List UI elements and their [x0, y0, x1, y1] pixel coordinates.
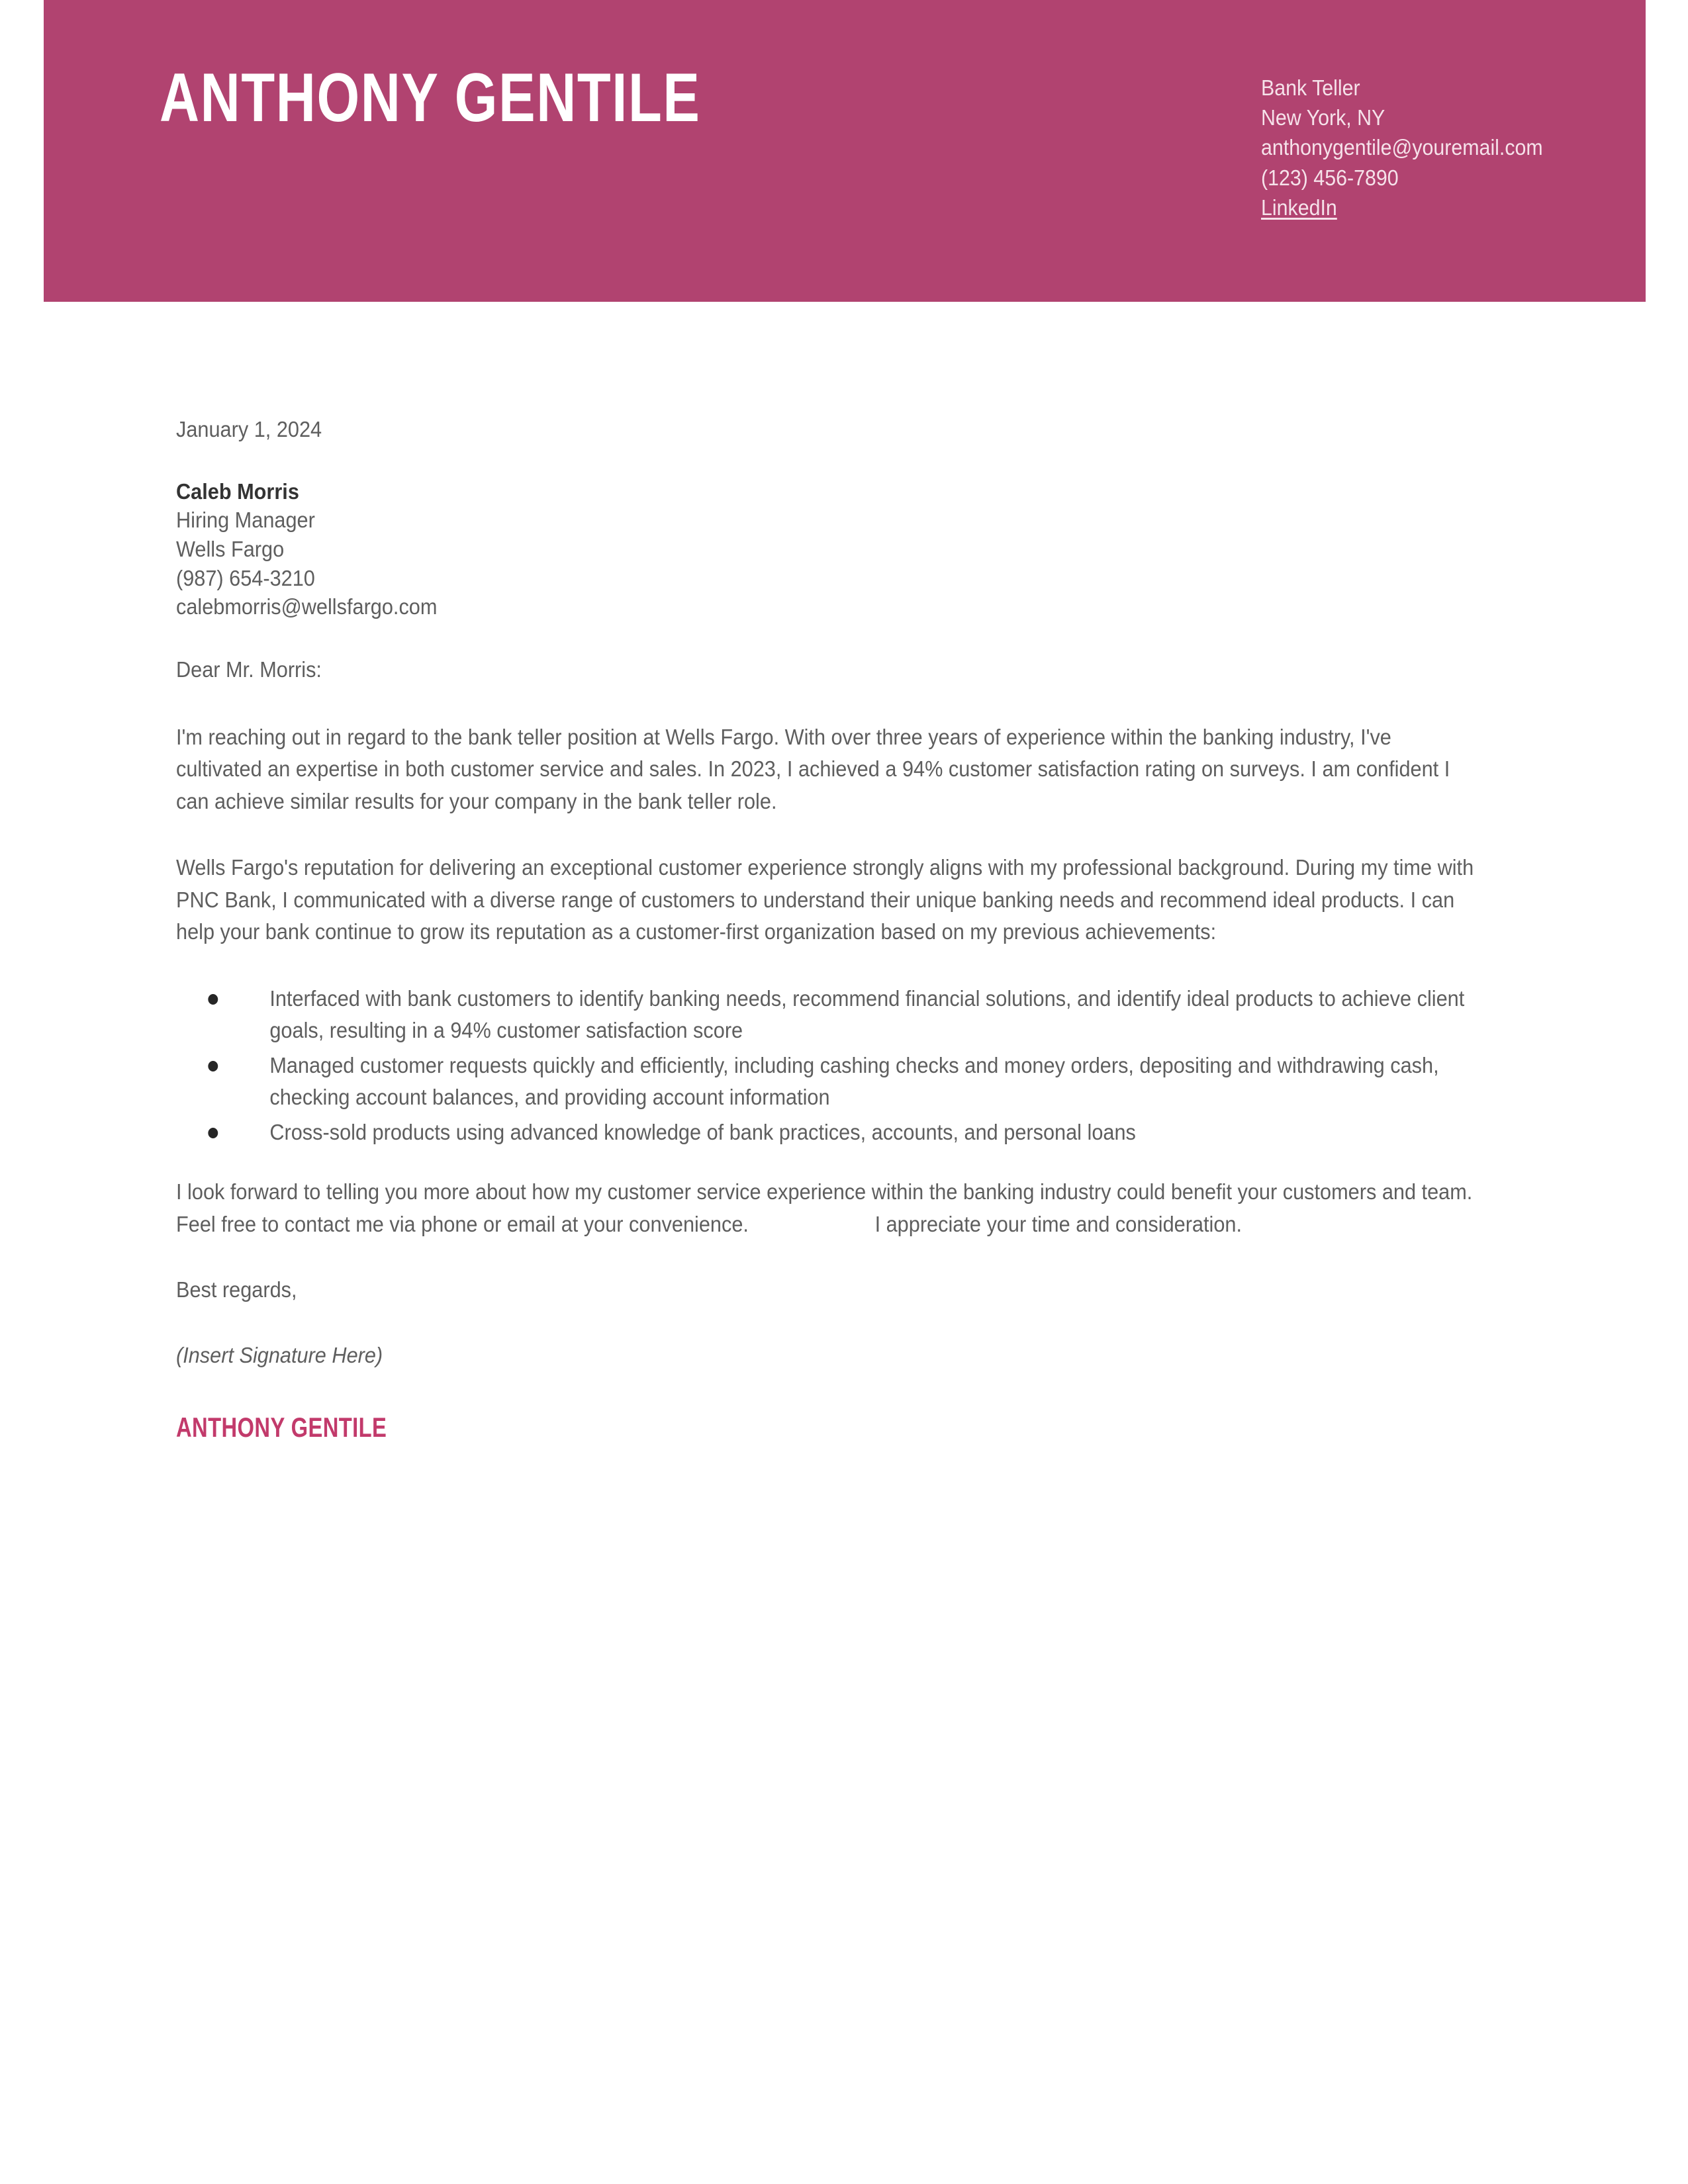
- list-item-text: Managed customer requests quickly and efficiently, including cashing checks and money orders, depositing and withdrawing cash, checking account balances, and providing account information: [269, 1052, 1439, 1110]
- signoff: Best regards,: [176, 1277, 297, 1302]
- page-title: ANTHONY GENTILE: [160, 60, 701, 136]
- list-item: [176, 1116, 1481, 1149]
- letter-body: [176, 416, 1493, 1445]
- closing-text-secondary: I appreciate your time and consideration.: [874, 1211, 1243, 1236]
- contact-job-title: Bank Teller: [1261, 75, 1360, 100]
- list-item-text: Interfaced with bank customers to identify banking needs, recommend financial solutions, and identify ideal products to achieve client goals, resulting in a 94% customer satisfaction score: [269, 985, 1465, 1043]
- paragraph-body: Wells Fargo's reputation for delivering an exceptional customer experience strongly aligns with my professional background. During my time with PNC Bank, I communicated with a diverse range of customers to understand their unique banking needs and recommend ideal products. I can help your bank continue to grow its reputation as a customer-first organization based on my previous achievements:: [176, 855, 1474, 944]
- signature-name: ANTHONY GENTILE: [176, 1411, 387, 1443]
- contact-info-block: [1261, 73, 1543, 222]
- contact-email[interactable]: anthonygentile@youremail.com: [1261, 135, 1543, 160]
- salutation: Dear Mr. Morris:: [176, 657, 322, 682]
- paragraph-closing: [176, 1176, 1481, 1240]
- list-item: [176, 983, 1481, 1047]
- paragraph-intro: I'm reaching out in regard to the bank teller position at Wells Fargo. With over three years of experience within the banking industry, I've cultivated an expertise in both customer service and sales. In 2023, I achieved a 94% customer satisfaction rating on surveys. I am confident I can achieve similar results for your company in the bank teller role.: [176, 724, 1450, 813]
- recipient-name: Caleb Morris: [176, 478, 299, 504]
- closing-text-primary: I look forward to telling you more about how my customer service experience within the banking industry could benefit your customers and team. Feel free to contact me via phone or email at your convenience.: [176, 1179, 1473, 1236]
- bullet-icon: [208, 994, 218, 1005]
- bullet-icon: [208, 1128, 218, 1138]
- header-banner: [44, 0, 1646, 302]
- list-item: [176, 1050, 1481, 1114]
- recipient-company: Wells Fargo: [176, 536, 285, 561]
- achievements-list: [176, 983, 1481, 1149]
- recipient-email[interactable]: calebmorris@wellsfargo.com: [176, 594, 438, 619]
- header-content: [160, 0, 1568, 302]
- contact-location: New York, NY: [1261, 105, 1385, 130]
- recipient-phone: (987) 654-3210: [176, 565, 315, 590]
- recipient-title: Hiring Manager: [176, 508, 315, 533]
- recipient-block: [176, 477, 1401, 621]
- letter-date: January 1, 2024: [176, 417, 322, 441]
- linkedin-link[interactable]: LinkedIn: [1261, 195, 1338, 220]
- signature-placeholder: (Insert Signature Here): [176, 1342, 383, 1367]
- bullet-icon: [208, 1061, 218, 1071]
- list-item-text: Cross-sold products using advanced knowledge of bank practices, accounts, and personal loans: [269, 1119, 1136, 1144]
- contact-phone: (123) 456-7890: [1261, 165, 1399, 190]
